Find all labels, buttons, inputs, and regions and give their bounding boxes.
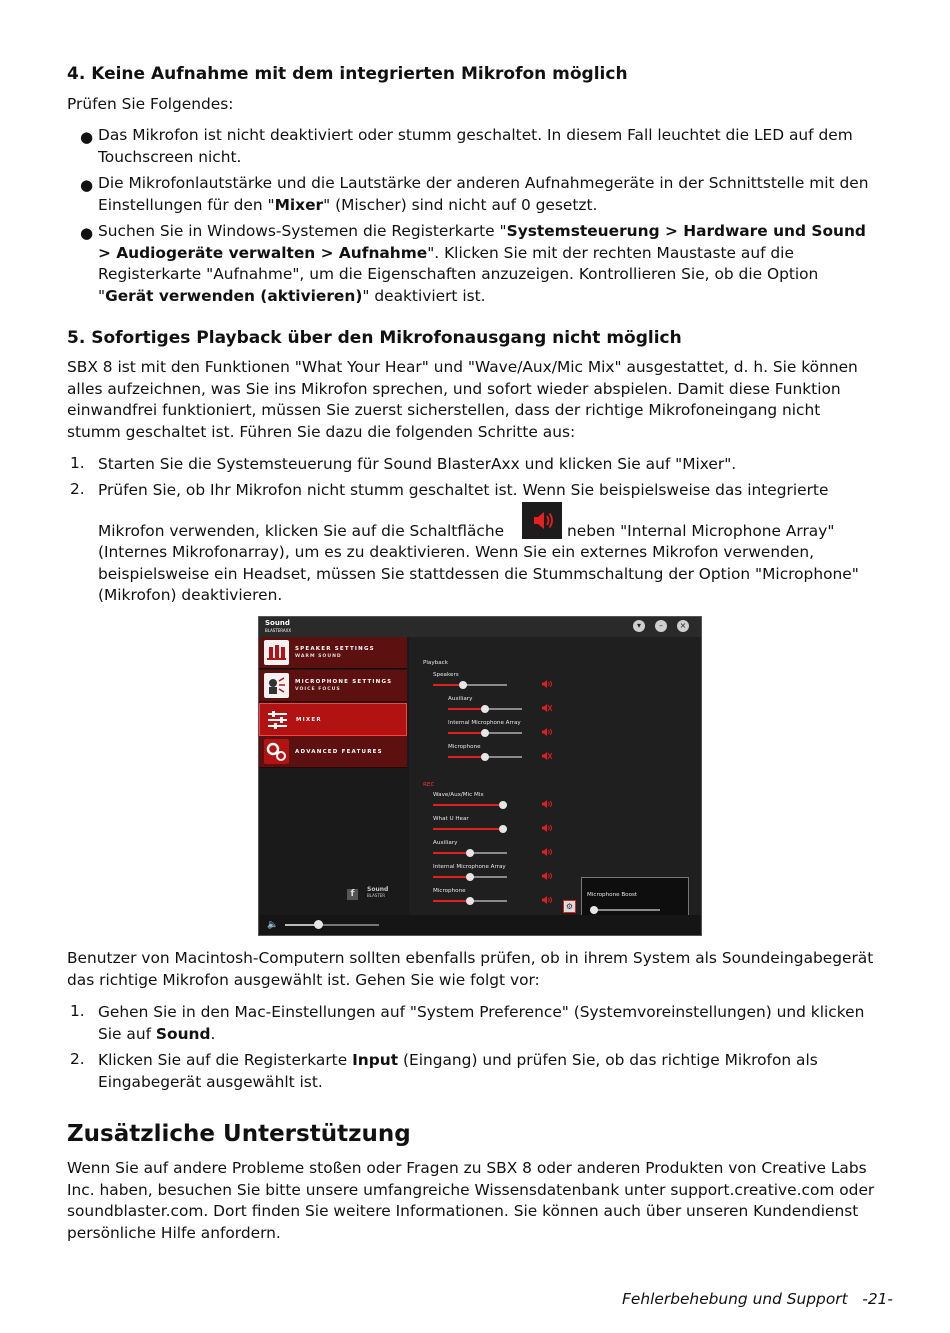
facebook-icon[interactable]: f bbox=[347, 889, 358, 900]
step-number: 1. bbox=[70, 454, 85, 472]
slider-knob[interactable] bbox=[499, 825, 507, 833]
speaker-icon[interactable] bbox=[542, 824, 552, 832]
step-2-line-2b: neben "Internal Microphone Array" bbox=[567, 522, 835, 540]
microphone-boost-slider[interactable] bbox=[590, 909, 660, 911]
channel-label: Internal Microphone Array bbox=[448, 720, 521, 726]
bullet-item-1: Das Mikrofon ist nicht deaktiviert oder stumm geschaltet. In diesem Fall leuchtet die LED auf dem Touchscreen nicht. bbox=[98, 126, 853, 166]
speaker-settings-icon bbox=[264, 640, 289, 665]
support-paragraph: Wenn Sie auf andere Probleme stoßen oder Fragen zu SBX 8 oder anderen Produkten von Creative Labs Inc. haben, besuchen Sie bitte unsere umfangreiche Wissensdatenbank unter support.creative.com oder soundblaster.com. Dort finden Sie weitere Informationen. Sie können auch über unseren Kundendienst persönliche Hilfe anfordern. bbox=[67, 1159, 875, 1242]
speaker-icon[interactable] bbox=[542, 728, 552, 736]
close-icon[interactable]: × bbox=[677, 620, 689, 632]
section-5-heading: 5. Sofortiges Playback über den Mikrofonausgang nicht möglich bbox=[67, 328, 682, 348]
volume-slider[interactable] bbox=[448, 732, 522, 734]
soundblaster-mixer-screenshot bbox=[258, 616, 702, 936]
microphone-boost-label: Microphone Boost bbox=[587, 892, 638, 898]
mac-paragraph: Benutzer von Macintosh-Computern sollten ebenfalls prüfen, ob in ihrem System als Soundeingabegerät das richtige Mikrofon ausgewählt ist. Gehen Sie wie folgt vor: bbox=[67, 949, 874, 989]
speaker-icon[interactable] bbox=[542, 872, 552, 880]
speaker-icon[interactable] bbox=[542, 896, 552, 904]
page-footer: Fehlerbehebung und Support -21- bbox=[622, 1290, 893, 1308]
microphone-settings-icon bbox=[264, 673, 289, 698]
slider-knob[interactable] bbox=[481, 705, 489, 713]
slider-knob[interactable] bbox=[499, 801, 507, 809]
master-volume-icon: 🔈 bbox=[267, 920, 279, 930]
step-2-line-2a: Mikrofon verwenden, klicken Sie auf die Schaltfläche bbox=[98, 522, 505, 540]
menu-speaker-settings[interactable]: SPEAKER SETTINGS WARM SOUND bbox=[259, 637, 407, 669]
speaker-icon[interactable] bbox=[542, 680, 552, 688]
soundblaster-badge: Sound BLASTER bbox=[367, 886, 389, 898]
menu-mixer[interactable]: MIXER bbox=[259, 703, 407, 736]
step-number: 2. bbox=[70, 1050, 85, 1068]
step-1: Starten Sie die Systemsteuerung für Sound BlasterAxx und klicken Sie auf "Mixer". bbox=[98, 455, 737, 473]
channel-label: Microphone bbox=[448, 744, 481, 750]
speaker-muted-icon[interactable] bbox=[542, 752, 552, 760]
section-5-paragraph: SBX 8 ist mit den Funktionen "What Your Hear" und "Wave/Aux/Mic Mix" ausgestattet, d. h. Sie können alles aufzeichnen, was Sie ins Mikrofon sprechen, und sofort wieder abspielen. Damit diese Funktion einwandfrei funktioniert, müssen Sie zuerst sicherstellen, dass der richtige Mikrofoneingang nicht stumm geschaltet ist. Führen Sie dazu die folgenden Schritte aus: bbox=[67, 358, 858, 441]
app-titlebar bbox=[259, 617, 701, 637]
channel-label: Internal Microphone Array bbox=[433, 864, 506, 870]
step-2-rest: (Internes Mikrofonarray), um es zu deaktivieren. Wenn Sie ein externes Mikrofon verwenden, beispielsweise ein Headset, müssen Sie stattdessen die Stummschaltung der Option "Microphone" (Mikrofon) deaktivieren. bbox=[98, 543, 859, 605]
slider-knob[interactable] bbox=[481, 729, 489, 737]
bullet-dot: ● bbox=[80, 224, 94, 242]
step-2-line-1: Prüfen Sie, ob Ihr Mikrofon nicht stumm geschaltet ist. Wenn Sie beispielsweise das integrierte bbox=[98, 481, 829, 499]
bullet-item-2: Die Mikrofonlautstärke und die Lautstärke der anderen Aufnahmegeräte in der Schnittstelle mit den Einstellungen für den "Mixer" (Mischer) sind nicht auf 0 gesetzt. bbox=[98, 174, 869, 214]
volume-slider[interactable] bbox=[433, 876, 507, 878]
channel-label: What U Hear bbox=[433, 816, 469, 822]
slider-knob[interactable] bbox=[466, 873, 474, 881]
channel-label: Microphone bbox=[433, 888, 466, 894]
step-number: 1. bbox=[70, 1002, 85, 1020]
volume-slider[interactable] bbox=[433, 804, 507, 806]
volume-slider[interactable] bbox=[433, 684, 507, 686]
section-4-heading: 4. Keine Aufnahme mit dem integrierten Mikrofon möglich bbox=[67, 64, 628, 84]
bullet-dot: ● bbox=[80, 176, 94, 194]
volume-slider[interactable] bbox=[448, 708, 522, 710]
support-heading: Zusätzliche Unterstützung bbox=[67, 1121, 411, 1147]
speaker-icon[interactable] bbox=[542, 800, 552, 808]
channel-label: Wave/Aux/Mic Mix bbox=[433, 792, 484, 798]
playback-label: Playback bbox=[423, 660, 448, 666]
slider-knob[interactable] bbox=[481, 753, 489, 761]
app-sidebar bbox=[259, 637, 409, 915]
mac-step-2: Klicken Sie auf die Registerkarte Input (Eingang) und prüfen Sie, ob das richtige Mikrofon als Eingabegerät ausgewählt ist. bbox=[98, 1051, 818, 1091]
minimize-icon[interactable]: – bbox=[655, 620, 667, 632]
mute-button-icon bbox=[522, 502, 562, 539]
gears-icon bbox=[264, 739, 289, 764]
step-number: 2. bbox=[70, 480, 85, 498]
channel-label: Auxiliary bbox=[448, 696, 473, 702]
mixer-sliders-icon bbox=[265, 707, 290, 732]
gear-icon[interactable]: ⚙ bbox=[563, 900, 576, 913]
slider-knob[interactable] bbox=[459, 681, 467, 689]
settings-icon[interactable]: ▾ bbox=[633, 620, 645, 632]
channel-label: Speakers bbox=[433, 672, 459, 678]
section-4-intro: Prüfen Sie Folgendes: bbox=[67, 95, 234, 113]
menu-advanced-features[interactable]: ADVANCED FEATURES bbox=[259, 736, 407, 768]
rec-label: REC bbox=[423, 782, 435, 788]
soundblaster-logo: Sound BLASTERAXX bbox=[265, 619, 292, 633]
speaker-icon[interactable] bbox=[542, 848, 552, 856]
app-bottombar bbox=[259, 915, 701, 935]
slider-knob[interactable] bbox=[466, 849, 474, 857]
volume-slider[interactable] bbox=[448, 756, 522, 758]
bullet-dot: ● bbox=[80, 128, 94, 146]
mac-step-1: Gehen Sie in den Mac-Einstellungen auf "System Preference" (Systemvoreinstellungen) und klicken Sie auf Sound. bbox=[98, 1003, 865, 1043]
volume-slider[interactable] bbox=[433, 852, 507, 854]
speaker-muted-icon[interactable] bbox=[542, 704, 552, 712]
volume-slider[interactable] bbox=[433, 900, 507, 902]
slider-knob[interactable] bbox=[466, 897, 474, 905]
menu-microphone-settings[interactable]: MICROPHONE SETTINGS VOICE FOCUS bbox=[259, 670, 407, 702]
bullet-item-3: Suchen Sie in Windows-Systemen die Registerkarte "Systemsteuerung > Hardware und Sound > Audiogeräte verwalten > Aufnahme". Klicken Sie mit der rechten Maustaste auf die Registerkarte "Aufnahme", um die Eigenschaften anzuzeigen. Kontrollieren Sie, ob die Option "Gerät verwenden (aktivieren)" deaktiviert ist. bbox=[98, 222, 866, 305]
volume-slider[interactable] bbox=[433, 828, 507, 830]
master-volume-slider[interactable] bbox=[285, 924, 379, 926]
channel-label: Auxiliary bbox=[433, 840, 458, 846]
